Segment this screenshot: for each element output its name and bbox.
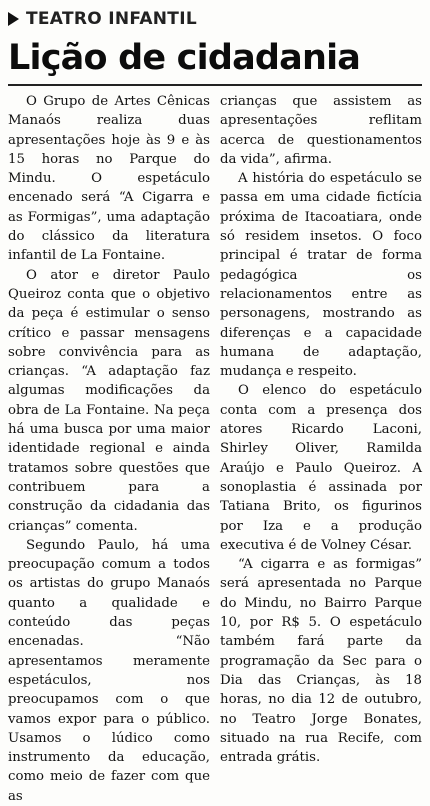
- paragraph: O ator e diretor Paulo Queiroz conta que o objetivo da peça é estimular o senso crítico e passar mensagens sobre convivência para as crianças. “A adaptação faz algumas modificações da obra de La Fontaine. Na peça há uma busca por uma maior identidade regional e ainda tratamos sobre questões que contribuem para a construção da cidadania das crianças” comenta.: [8, 267, 210, 534]
- paragraph: O elenco do espetáculo conta com a presença dos atores Ricardo Laconi, Shirley Oliver, Ramilda Araújo e Paulo Queiroz. A sonoplastia é assinada por Tatiana Brito, os figurinos por Iza e a produção executiva é de Volney César.: [220, 383, 422, 553]
- section-label: TEATRO INFANTIL: [26, 9, 197, 29]
- paragraph: A história do espetáculo se passa em uma cidade fictícia próxima de Itacoatiara, onde só residem insetos. O foco principal é tratar de forma pedagógica os relacionamentos entre as personagens, mostrando as diferenças e a capacidade humana de adaptação, mudança e respeito.: [220, 171, 422, 380]
- section-header: [8, 8, 422, 30]
- paragraph: “A cigarra e as formigas” será apresentada no Parque do Mindu, no Bairro Parque 10, por R$ 5. O espetáculo também fará parte da programação da Sec para o Dia das Crianças, às 18 horas, no dia 12 de outubro, no Teatro Jorge Bonates, situado na rua Recife, com entrada grátis.: [220, 557, 422, 766]
- left-column: [8, 92, 210, 806]
- right-column: [220, 92, 422, 806]
- headline: Lição de cidadania: [8, 38, 361, 78]
- triangle-bullet-icon: [8, 12, 19, 26]
- paragraph-continuation: crianças que assistem as apresentações reflitam acerca de questionamentos da vida”, afirma.: [220, 94, 422, 167]
- article-body: [8, 92, 422, 806]
- paragraph: Segundo Paulo, há uma preocupação comum a todos os artistas do grupo Manaós quanto a qualidade e conteúdo das peças encenadas. “Não apresentamos meramente espetáculos, nos preocupamos com o que vamos expor para o público. Usamos o lúdico como instrumento da educação, como meio de fazer com que as: [8, 537, 210, 804]
- paragraph: O Grupo de Artes Cênicas Manaós realiza duas apresentações hoje às 9 e às 15 horas no Parque do Mindu. O espetáculo encenado será “A Cigarra e as Formigas”, uma adaptação do clássico da literatura infantil de La Fontaine.: [8, 94, 210, 264]
- headline-divider: [8, 84, 422, 86]
